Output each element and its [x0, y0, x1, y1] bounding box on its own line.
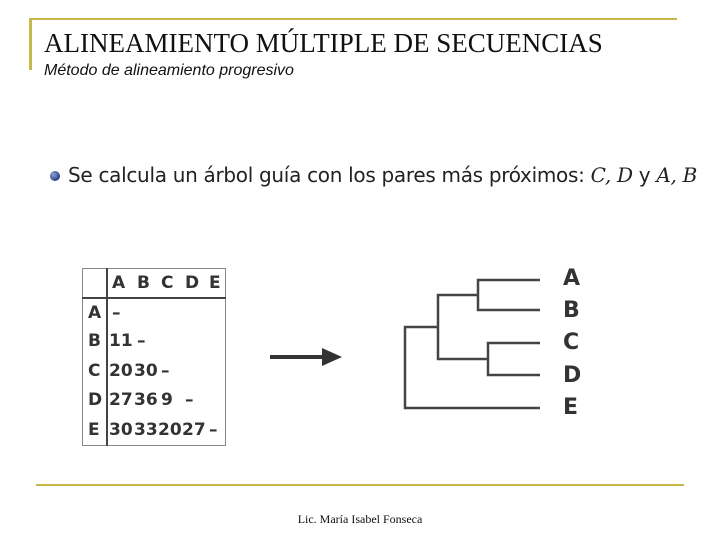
slide-title: ALINEAMIENTO MÚLTIPLE DE SECUENCIAS [44, 28, 603, 58]
guide-tree [400, 265, 550, 425]
tree-leaf-label: C [563, 330, 580, 355]
matrix-col-header: A [112, 273, 126, 293]
matrix-cell: 11 [109, 331, 133, 351]
tree-branch-root [405, 327, 540, 408]
bullet-math-pair-2: A, B [656, 163, 698, 187]
tree-branch-ab [478, 280, 540, 310]
matrix-cell: – [112, 303, 121, 323]
matrix-row-header: B [88, 331, 101, 351]
matrix-col-header: C [161, 273, 174, 293]
matrix-cell: 20 [109, 361, 133, 381]
bullet-connector: y [632, 163, 657, 187]
matrix-cell: 36 [134, 390, 158, 410]
matrix-row-header: D [88, 390, 103, 410]
title-frame-vertical [29, 18, 32, 70]
matrix-cell: – [185, 390, 194, 410]
matrix-cell: – [137, 331, 146, 351]
tree-leaf-label: A [563, 266, 581, 291]
matrix-cell: 27 [182, 420, 206, 440]
footer-author: Lic. María Isabel Fonseca [297, 512, 423, 526]
matrix-col-header: D [185, 273, 200, 293]
matrix-cell: – [161, 361, 170, 381]
matrix-row-header: A [88, 303, 102, 323]
bullet-math-pair-1: C, D [590, 163, 633, 187]
bullet-text [68, 160, 697, 190]
tree-leaf-label: E [563, 395, 579, 420]
tree-leaf-label: B [563, 298, 580, 323]
matrix-cell: 33 [134, 420, 158, 440]
tree-branch-abcd [438, 295, 488, 359]
slide-subtitle: Método de alineamiento progresivo [44, 62, 294, 79]
footer-divider [36, 484, 684, 486]
bullet-dot-icon [50, 171, 60, 181]
tree-branch-cd [488, 343, 540, 375]
matrix-cell: 20 [158, 420, 182, 440]
matrix-vertical-divider [106, 268, 108, 446]
matrix-cell: 27 [109, 390, 133, 410]
bullet-text-main: Se calcula un árbol guía con los pares más próximos: [68, 163, 591, 187]
matrix-col-header: B [137, 273, 150, 293]
distance-matrix [82, 268, 226, 446]
right-arrow-icon [270, 345, 344, 369]
matrix-cell: 30 [134, 361, 158, 381]
matrix-cell: – [209, 420, 218, 440]
title-frame-horizontal [29, 18, 677, 20]
matrix-row-header: C [88, 361, 101, 381]
matrix-cell: 9 [161, 390, 173, 410]
matrix-horizontal-divider [82, 297, 226, 299]
matrix-row-header: E [88, 420, 100, 440]
matrix-col-header: E [209, 273, 221, 293]
matrix-cell: 30 [109, 420, 133, 440]
tree-leaf-label: D [563, 363, 582, 388]
